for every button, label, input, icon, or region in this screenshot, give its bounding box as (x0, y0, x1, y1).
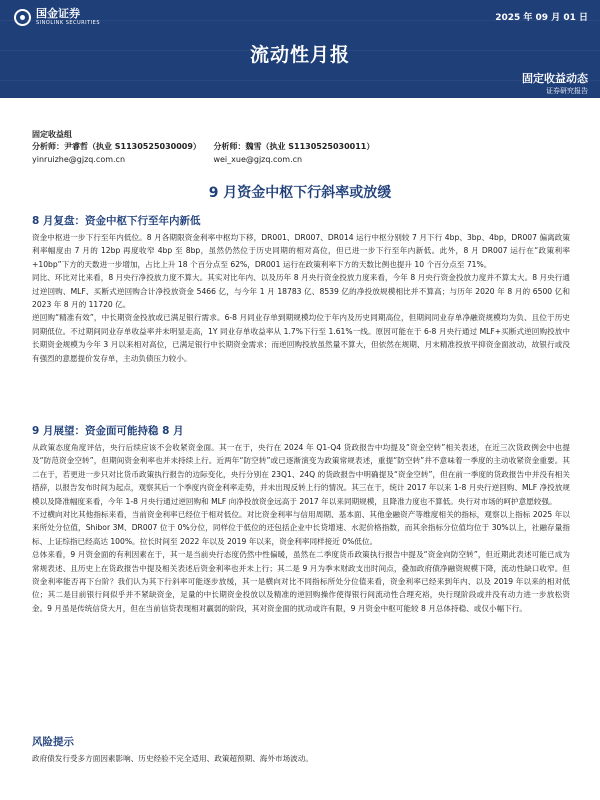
paragraph: 总体来看，9 月资金面的有利因素在于，其一是当前央行态度仍然中性偏暖，虽然在二季度货币政策执行报告中提及“资金向防空转”，但近期此表述可能已成为常规表述、且历史上在货政报告中提及相关表述后资金利率也并未上行；其二是 9 月为季末财政支出时间点，叠加政府债净融资规模下降，流动性缺口收窄。但资金利率能否再下台阶？我们认为其下行斜率可能逐步放缓，其一是横向对比不同指标所处分位值来看，资金利率已经来到年内、以及 2019 年以来的相对低位；其二是目前银行间似乎并不紧缺资金，足量的中长期资金投放以及精准的逆回购操作使得银行间流动性合理充裕，央行现阶段或并没有动力进一步放松资金。9 月虽是传统信贷大月，但在当前信贷表现相对羸弱的阶段，其对资金面的扰动或许有限，9 月资金中枢可能较 8 月总体持稳、或仅小幅下行。 (32, 550, 570, 613)
paragraph: 从政策态度角度评估，央行后续应该不会收紧资金面。其一在于，央行在 2024 年 Q1-Q4 货政报告中均提及“资金空转”相关表述，在近三次货政例会中也提及“防范资金空转”，但期间资金利率也并未持续上行。近两年“防空转”或已逐渐演变为政策常规表述，重提“防空转”并不意味着一季度的主动收紧资金重要。其二在于，若更进一步只对比货币政策执行报告的边际变化，央行分别在 23Q1、24Q 的货政报告中明确提及“资金空转”，但在前一季度的货政报告中并没有相关措辞，以报告发布时间为起点，观察其后一个季度内资金利率走势，并未出现反转上行的情况。其三在于，统计 2017 年以来 1-8 月央行逆回购、MLF 净投放规模以及降准幅度来看，今年 1-8 月央行通过逆回购和 MLF 向净投放资金远高于 2017 年以来同期规模，且降准力度也不算低。央行对市场的呵护意愿较强。 (32, 443, 570, 506)
analyst-email: wei_xue@gjzq.com.cn (213, 155, 303, 164)
section-title-risk: 风险提示 (32, 736, 74, 748)
report-title: 流动性月报 (249, 44, 350, 66)
analyst-email: yinruizhe@gjzq.com.cn (32, 155, 126, 164)
analyst-1 (32, 140, 201, 166)
paragraph: 政府债发行受多方面因素影响、历史经验不完全适用、政策超预期、海外市场波动。 (32, 754, 313, 763)
section-body-risk (32, 752, 570, 765)
paragraph: 逆回购“精准有效”，中长期资金投放或已满足银行需求。6-8 月同业存单到期规模均位于年内及历史同期高位，但期间同业存单净融资规模均为负、且位于历史同期低位。不过期间同业存单收益率并未明显走高，1Y 同业存单收益率从 1.7%下行至 1.61%一线。原因可能在于 6-8 月央行通过 MLF+买断式逆回购投放中长期资金规模为今年 3 月以来相对高位，已满足银行中长期资金需求；而逆回购投放虽然量不算大，但依然在规期、月末精准投放平抑资金面波动，故银行或没有强烈的意愿提价发存单，主动负债压力较小。 (32, 313, 570, 363)
report-subcategory: 证券研究报告 (546, 87, 588, 95)
paragraph: 同比、环比对比来看，8 月央行净投放力度不算大。其实对比年内、以及历年 8 月央行资金投放力度来看，今年 8 月央行资金投放力度并不算太大。8 月央行通过逆回购、MLF、买断式逆回购合计净投放资金 5466 亿，与今年 1 月 18783 亿、8539 亿的净投放规模相比并不算高；与历年 2020 年 8 月的 6500 亿和 2023 年 8 月的 11720 亿。 (32, 273, 570, 310)
section-title-outlook: 9 月展望：资金面可能持稳 8 月 (32, 425, 184, 437)
company-logo (14, 8, 100, 27)
analyst-name: 分析师：魏雪（执业 S1130525030011） (213, 142, 375, 151)
report-category: 固定收益动态 (522, 72, 588, 85)
section-body-outlook (32, 441, 570, 615)
paragraph: 不过横向对比其他指标来看，当前资金利率已经位于相对低位。对比资金利率与信用周期、基本面、其他金融资产等维度相关的指标，观察以上指标 2025 年以来所处分位值，Shibor 3M、DR007 位于 0%分位，同样位于低位的还包括企业中长贷增速、水泥价格指数，而其余指标分位值均位于 30%以上，社融存量指标、上证综指已经高达 100%。拉长时间至 2022 年以及 2019 年以来，资金利率同样接近 0%低位。 (32, 510, 570, 546)
logo-name-en: SINOLINK SECURITIES (36, 20, 100, 26)
report-headline: 9 月资金中枢下行斜率或放缓 (208, 185, 392, 201)
header-banner (0, 0, 600, 98)
analyst-name: 分析师：尹睿哲（执业 S1130525030009） (32, 142, 201, 151)
section-body-review (32, 231, 570, 365)
analyst-list (32, 140, 384, 166)
logo-icon (14, 9, 31, 26)
team-label: 固定收益组 (32, 130, 72, 139)
logo-name-cn: 国金证券 (36, 7, 80, 20)
report-date: 2025 年 09 月 01 日 (495, 13, 588, 23)
analyst-2 (213, 140, 374, 166)
section-title-review: 8 月复盘：资金中枢下行至年内新低 (32, 215, 201, 227)
paragraph: 资金中枢进一步下行至年内低位。8 月各期限资金利率中枢均下移，DR001、DR007、DR014 运行中枢分别较 7 月下行 4bp、3bp、4bp，DR007 偏离政策利率幅度由 7 月的 12bp 再度收窄 4bp 至 8bp，虽然仍然位于历史同期的相对高位，但已进一步下行至年内新低。此外，8 月 DR007 运行在“政策利率+10bp”下方的天数进一步增加，占比上升 18 个百分点至 62%，DR001 运行在政策利率下方的天数比例也提升 10 个百分点至 71%。 (32, 233, 570, 269)
